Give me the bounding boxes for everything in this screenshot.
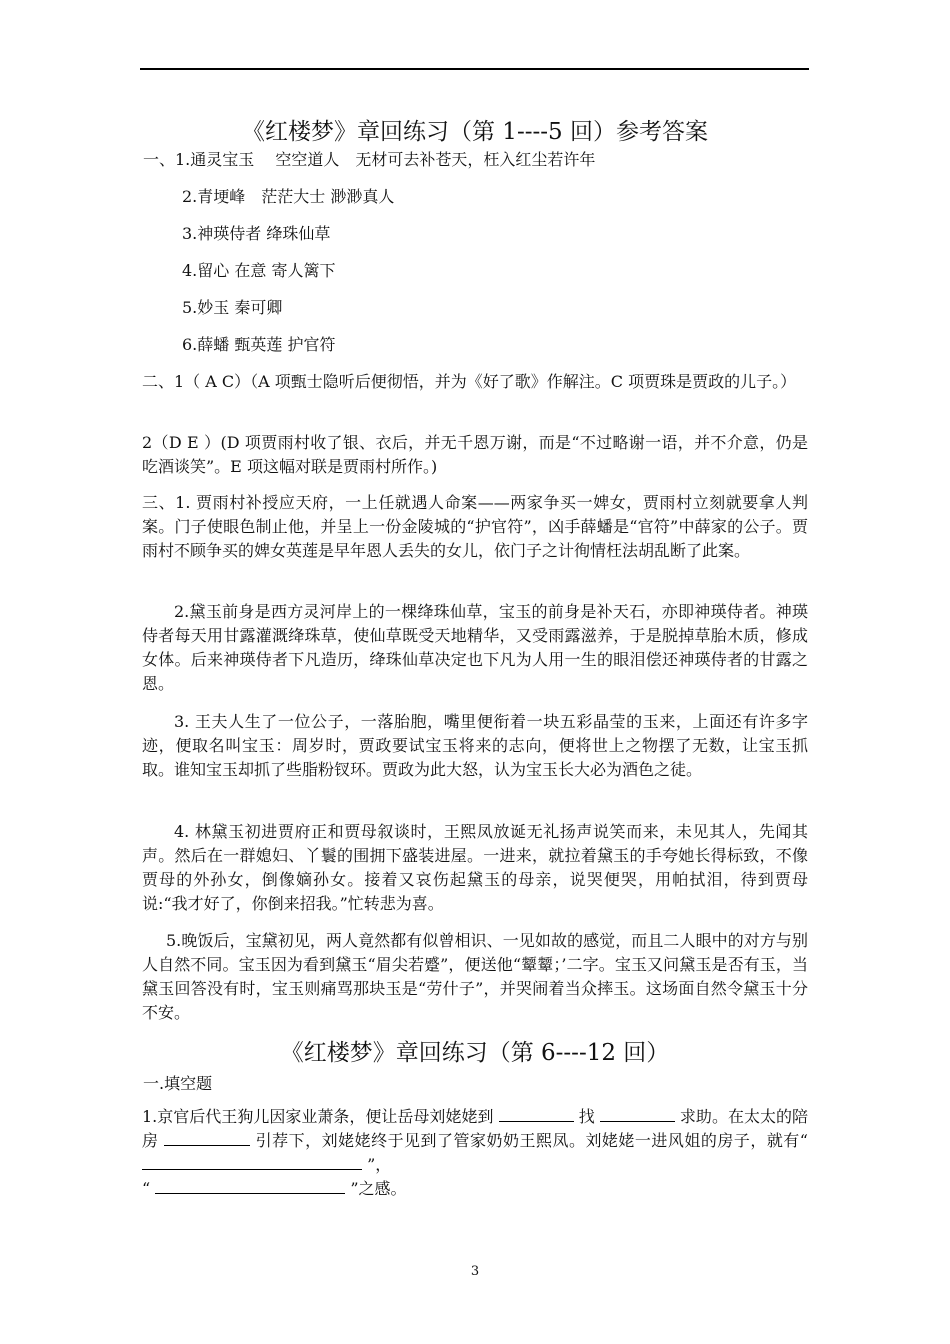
answer-2-1: 二、1（ A C）（A 项甄士隐听后便彻悟，并为《好了歌》作解注。C 项贾珠是贾政的儿子。） <box>142 372 797 391</box>
answer-1-2: 2.青埂峰 茫茫大士 渺渺真人 <box>182 187 395 206</box>
answer-1-1: 一、1.通灵宝玉 空空道人 无材可去补苍天，枉入红尘若许年 <box>143 150 596 169</box>
answer-3-1: 三、1. 贾雨村补授应天府，一上任就遇人命案——两家争买一婢女，贾雨村立刻就要拿人判案。门子使眼色制止他，并呈上一份金陵城的“护官符”，凶手薛蟠是“官符”中薛家的公子。贾雨村不顾争买的婢女英莲是早年恩人丢失的女儿，依门子之计徇情枉法胡乱断了此案。 <box>142 493 808 560</box>
answer-3-2: 2.黛玉前身是西方灵河岸上的一棵绛珠仙草，宝玉的前身是补天石，亦即神瑛侍者。神瑛侍者每天用甘露灌溉绛珠草，使仙草既受天地精华，又受雨露滋养，于是脱掉草胎木质，修成女体。后来神瑛侍者下凡造历，绛珠仙草决定也下凡为人用一生的眼泪偿还神瑛侍者的甘露之恩。 <box>142 602 808 693</box>
question-text-b: 找 <box>578 1107 595 1126</box>
answer-blank-1[interactable] <box>499 1105 574 1122</box>
question-text-g: ”之感。 <box>350 1179 407 1198</box>
answer-2-2: 2（D E ）(D 项贾雨村收了银、衣后，并无千恩万谢，而是“不过略谢一语，并不介意，仍是吃酒谈笑”。E 项这幅对联是贾雨村所作。) <box>142 433 808 476</box>
section1-title: 《红楼梦》章回练习（第 1----5 回）参考答案 <box>242 119 708 145</box>
question-text-f: “ <box>142 1179 151 1198</box>
answer-blank-2[interactable] <box>600 1105 675 1122</box>
answer-1-4: 4.留心 在意 寄人篱下 <box>182 261 336 280</box>
answer-blank-3[interactable] <box>164 1129 250 1146</box>
answer-3-5: 5.晚饭后，宝黛初见，两人竟然都有似曾相识、一见如故的感觉，而且二人眼中的对方与别人自然不同。宝玉因为看到黛玉“眉尖若蹙”，便送他“颦颦；’二字。宝玉又问黛玉是否有玉，当黛玉回答没有时，宝玉则痛骂那块玉是“劳什子”，并哭闹着当众摔玉。这场面自然令黛玉十分不安。 <box>142 931 808 1022</box>
answer-3-4: 4. 林黛玉初进贾府正和贾母叙谈时，王熙凤放诞无礼扬声说笑而来，未见其人，先闻其声。然后在一群媳妇、丫鬟的围拥下盛装进屋。一进来，就拉着黛玉的手夸她长得标致，不像贾母的外孙女，倒像嫡孙女。接着又哀伤起黛玉的母亲，说哭便哭，用帕拭泪，待到贾母说:“我才好了，你倒来招我。”忙转悲为喜。 <box>142 822 808 913</box>
answer-blank-4[interactable] <box>142 1153 362 1170</box>
question-text-d: 引荐下，刘姥姥终于见到了管家奶奶王熙凤。刘姥姥一进风姐的房子，就有“ <box>255 1131 808 1150</box>
header-rule <box>140 68 809 70</box>
question-text-a: 1.京官后代王狗儿因家业萧条，便让岳母刘姥姥到 <box>142 1107 494 1126</box>
answer-1-6: 6.薛蟠 甄英莲 护官符 <box>182 335 336 354</box>
fill-blank-question-1 <box>142 1105 808 1201</box>
fill-blank-heading: 一.填空题 <box>143 1074 213 1093</box>
section2-title: 《红楼梦》章回练习（第 6----12 回） <box>280 1040 670 1066</box>
answer-blank-5[interactable] <box>155 1177 345 1194</box>
question-text-c: 求助。在太太的陪房 <box>142 1107 808 1150</box>
answer-1-5: 5.妙玉 秦可卿 <box>182 298 283 317</box>
answer-3-3: 3. 王夫人生了一位公子，一落胎胞，嘴里便衔着一块五彩晶莹的玉来，上面还有许多字迹，便取名叫宝玉：周岁时，贾政要试宝玉将来的志向，便将世上之物摆了无数，让宝玉抓取。谁知宝玉却抓了些脂粉钗环。贾政为此大怒，认为宝玉长大必为酒色之徒。 <box>142 712 808 779</box>
question-text-e: ”， <box>367 1155 392 1174</box>
answer-1-3: 3.神瑛侍者 绛珠仙草 <box>182 224 331 243</box>
page-number: 3 <box>470 1264 480 1279</box>
